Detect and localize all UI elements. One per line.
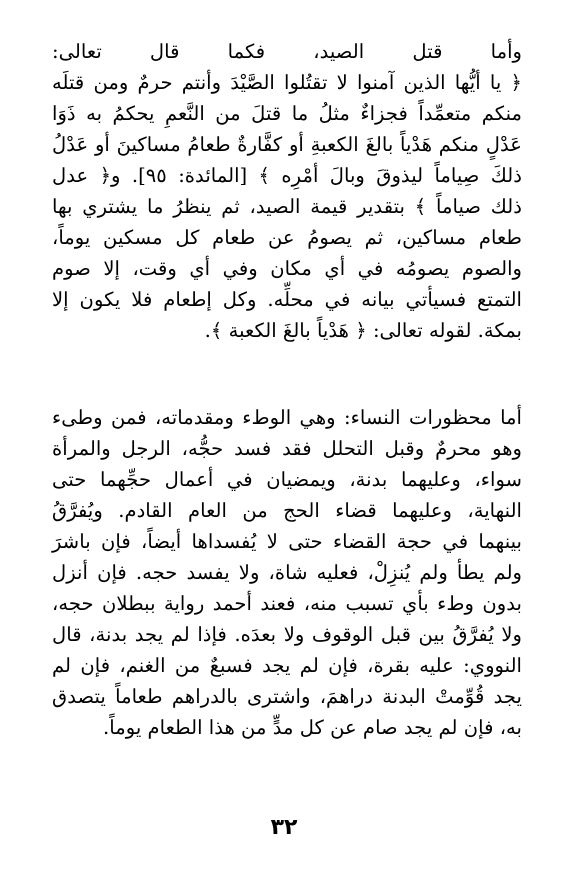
text-line: أما محظورات النساء: وهي الوطء ومقدماته، فمن وطىء bbox=[52, 406, 522, 429]
text-line: التمتع فسيأتي بيانه في محلِّه. وكل إطعام فلا يكون إلا bbox=[52, 288, 522, 311]
text-line: سواء، وعليهما بدنة، ويمضيان في أعمال حجِّهما حتى bbox=[52, 468, 522, 491]
text-line: منكم متعمِّداً فجزاءٌ مثلُ ما قتلَ من النَّعمِ يحكمُ به ذَوَا bbox=[52, 102, 522, 125]
text-line: النهاية، وعليهما قضاء الحج من العام القادم. ويُفرَّقُ bbox=[52, 499, 522, 522]
text-line: ولم يطأ ولم يُنزِلْ، فعليه شاة، ولا يفسد حجه. فإن أنزل bbox=[52, 561, 522, 584]
text-line: بمكة. لقوله تعالى: ﴿ هَدْياً بالغَ الكعبة ﴾. bbox=[204, 319, 522, 342]
text-line: طعام مساكين، ثم يصومُ عن طعام كل مسكين يوماً، bbox=[52, 226, 522, 249]
text-line: ذلك صياماً ﴾ بتقدير قيمة الصيد، ثم ينظرُ ما يشتري بها bbox=[52, 195, 522, 218]
text-line: بينهما في حجة القضاء حتى لا يُفسداها أيضاً، فإن باشرَ bbox=[52, 530, 522, 553]
text-line: عَدْلٍ منكم هَدْياً بالغَ الكعبةِ أو كفَّارةٌ طعامُ مساكينَ أو عَدْلُ bbox=[52, 133, 522, 156]
page-number: ٣٢ bbox=[270, 815, 298, 840]
text-line: النووي: عليه بقرة، فإن لم يجد فسبعٌ من الغنم، فإن لم bbox=[52, 654, 522, 677]
text-line: وأما قتل الصيد، فكما قال تعالى: bbox=[52, 40, 522, 63]
text-line: به، فإن لم يجد صام عن كل مدٍّ من هذا الطعام يوماً. bbox=[103, 716, 522, 739]
text-line: وهو محرمٌ وقبل التحلل فقد فسد حجُّه، الرجل والمرأة bbox=[52, 437, 522, 460]
text-line: ﴿ يا أيُّها الذين آمنوا لا تقتُلوا الصَّيْدَ وأنتم حرمٌ ومن قتلَه bbox=[52, 71, 522, 94]
text-line: والصوم يصومُه في أي مكان وفي أي وقت، إلا صوم bbox=[52, 257, 522, 280]
text-line: ولا يُفرَّقُ بين قبل الوقوف ولا بعدَه. فإذا لم يجد بدنة، قال bbox=[52, 623, 522, 646]
text-line: يجد قُوِّمتْ البدنة دراهمَ، واشترى بالدراهم طعاماً يتصدق bbox=[52, 685, 522, 708]
text-line: بدون وطء بأي تسبب منه، فعند أحمد رواية ببطلان حجه، bbox=[52, 592, 522, 615]
text-line: ذلكَ صِياماً ليذوقَ وبالَ أمْرِه ﴾ [المائدة: ٩٥]. و﴿ عدل bbox=[52, 164, 523, 187]
